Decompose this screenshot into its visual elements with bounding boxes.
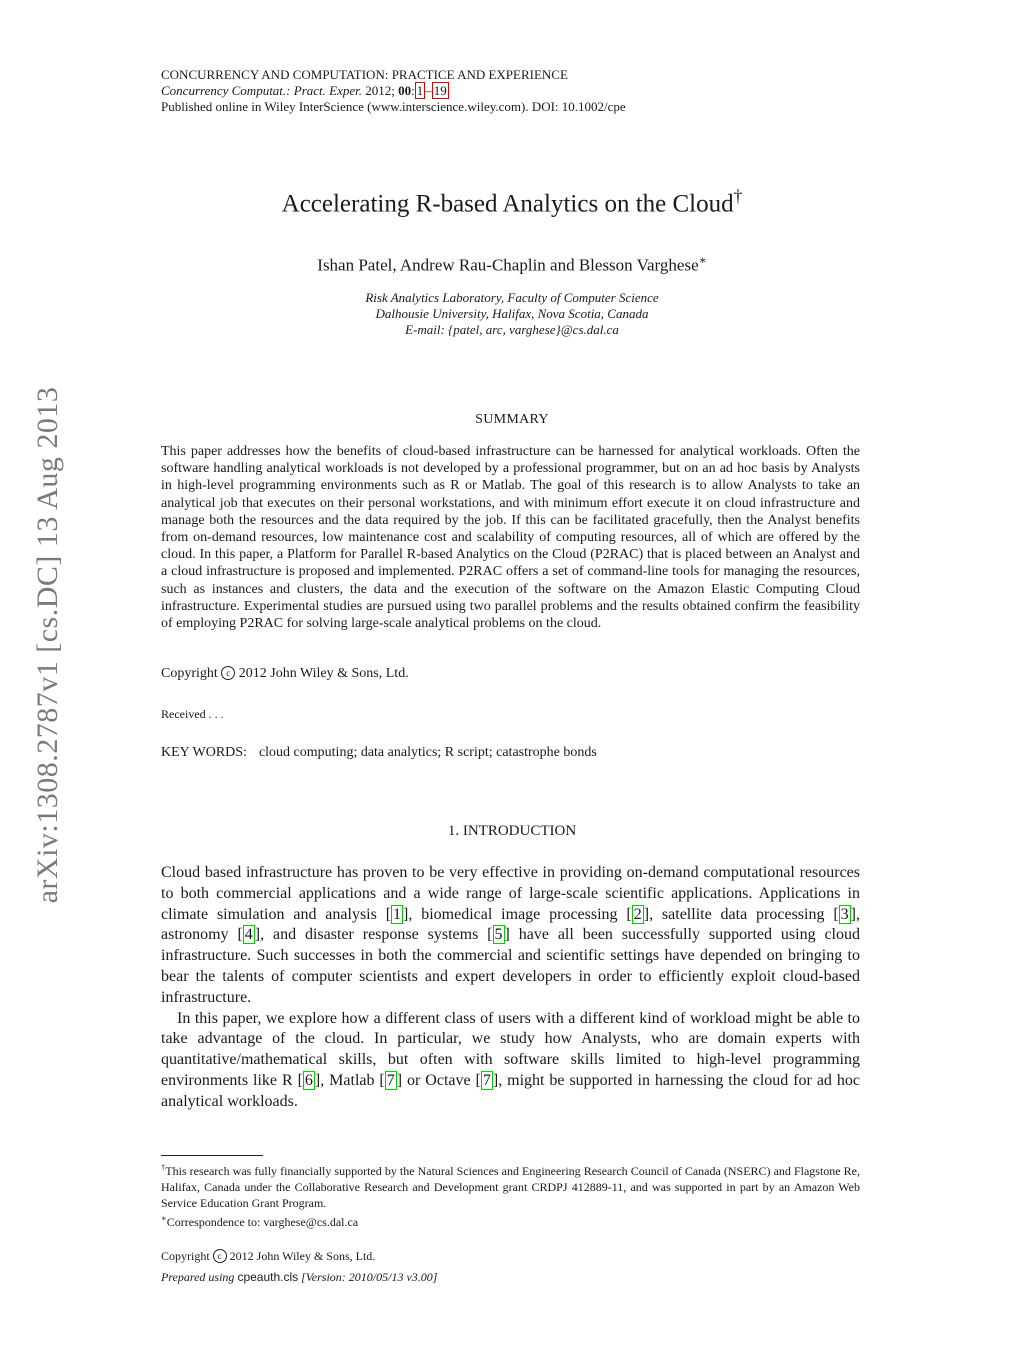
footnote-mark-asterisk: ∗ [161, 1214, 167, 1224]
intro-p2-text-b: ], Matlab [ [314, 1071, 385, 1089]
citation-journal: Concurrency Computat.: Pract. Exper. [161, 83, 362, 98]
intro-p1-text-b: ], biomedical image processing [ [403, 905, 632, 923]
citation-link-4[interactable]: 4 [244, 926, 253, 944]
footer-copyright-symbol: c [213, 1249, 227, 1263]
citation-link-7a[interactable]: 7 [386, 1071, 395, 1089]
footnote-funding-text: This research was fully financially supported by the Natural Sciences and Engineering Research Council of Canada (NSERC) and Flagstone Re, Halifax, Canada under the Collaborative Research and Development grant CRDPJ 412889-11, and was supported in part by an Amazon Web Service Education Grant Program. [161, 1164, 861, 1210]
intro-p2-text-c: ] or Octave [ [396, 1071, 481, 1089]
journal-name: CONCURRENCY AND COMPUTATION: PRACTICE AND EXPERIENCE [161, 67, 568, 82]
keywords [161, 745, 597, 761]
title-footnote-mark[interactable]: † [733, 186, 743, 206]
affiliation [0, 290, 1024, 338]
citation-link-6[interactable]: 6 [304, 1071, 313, 1089]
intro-p1-text-c: ], satellite data processing [ [643, 905, 839, 923]
authors-footnote-mark[interactable]: ∗ [698, 253, 707, 267]
footnote-correspondence-text: Correspondence to: varghese@cs.dal.ca [166, 1215, 359, 1230]
intro-p2-text-a: In this paper, we explore how a different class of users with a different kind of workload might be able to take advantage of the cloud. In particular, we study how Analysts, who are domain experts with quantitative/mathematical skills, but often with software skills limited to high-level programming environments like R [ [161, 1009, 860, 1089]
summary-text: This paper addresses how the benefits of cloud-based infrastructure can be harnessed for analytical workloads. Often the software handling analytical workloads is not developed by a professional programmer, but on an ad hoc basis by Analysts in high-level programming environments such as R or Matlab. The goal of this research is to allow Analysts to take an analytical job that executes on their personal workstations, and with minimum effort execute it on cloud infrastructure and manage both the resources and the data required by the job. If this can be facilitated gracefully, then the Analyst benefits from on-demand resources, low maintenance cost and scalability of computing resources, all of which are offered by the cloud. In this paper, a Platform for Parallel R-based Analytics on the Cloud (P2RAC) that is placed between an Analyst and a cloud infrastructure is proposed and implemented. P2RAC offers a set of command-line tools for managing the resources, such as instances and clusters, the data and the execution of the software on the Amazon Elastic Computing Cloud infrastructure. Experimental studies are pursued using two parallel problems and the results obtained confirm the feasibility of employing P2RAC for solving large-scale analytical problems on the cloud. [161, 444, 860, 632]
footnote-funding [161, 1160, 860, 1211]
page-end-link[interactable]: 19 [433, 83, 447, 98]
footer-copyright-prefix: Copyright [161, 1249, 210, 1263]
page-separator: – [425, 83, 432, 98]
journal-citation: Concurrency Computat.: Pract. Exper. 2012; 00: 1 – 19 [161, 83, 447, 98]
copyright-prefix: Copyright [161, 666, 218, 681]
footnote-rule [161, 1155, 263, 1156]
citation-volume: 00 [398, 83, 412, 98]
summary-copyright [161, 666, 409, 682]
citation-link-2[interactable]: 2 [633, 905, 642, 923]
copyright-rest: 2012 John Wiley & Sons, Ltd. [238, 666, 409, 681]
prepared-version: [Version: 2010/05/13 v3.00] [301, 1270, 438, 1284]
page-start-link[interactable]: 1 [416, 83, 424, 98]
published-line: Published online in Wiley InterScience (www.interscience.wiley.com). DOI: 10.1002/cpe [161, 99, 626, 114]
intro-paragraph-2 [161, 1009, 860, 1113]
footer-copyright-rest: 2012 John Wiley & Sons, Ltd. [229, 1249, 376, 1263]
section-heading-introduction: 1. INTRODUCTION [447, 823, 577, 839]
citation-link-3[interactable]: 3 [840, 905, 849, 923]
affiliation-line-2: Dalhousie University, Halifax, Nova Scotia, Canada [375, 306, 649, 321]
title-text: Accelerating R-based Analytics on the Cloud [281, 190, 734, 218]
intro-p1-text-e: ], and disaster response systems [ [254, 926, 493, 944]
prepared-prefix: Prepared using [161, 1270, 235, 1284]
paper-title [0, 186, 1024, 218]
intro-p1-text-d: ], astronomy [ [161, 905, 860, 944]
footnote-mark-dagger: † [161, 1163, 166, 1172]
citation-year: 2012; [365, 83, 395, 98]
intro-paragraph-1 [161, 863, 860, 1009]
prepared-cls: cpeauth.cls [237, 1270, 299, 1284]
affiliation-line-1: Risk Analytics Laboratory, Faculty of Computer Science [365, 290, 659, 305]
intro-p1-text-f: ] have all been successfully supported using cloud infrastructure. Such successes in both the commercial and scientific settings have depended on bringing to bear the talents of computer scientists and expert developers in order to efficiently exploit cloud-based infrastructure. [161, 926, 860, 1006]
arxiv-stamp: arXiv:1308.2787v1 [cs.DC] 13 Aug 2013 [31, 386, 64, 904]
footer-copyright [161, 1249, 375, 1264]
citation-link-1[interactable]: 1 [393, 905, 402, 923]
citation-link-7b[interactable]: 7 [482, 1071, 491, 1089]
affiliation-email: E-mail: {patel, arc, varghese}@cs.dal.ca [405, 322, 619, 337]
summary-heading: SUMMARY [475, 412, 549, 427]
journal-header [161, 67, 626, 115]
prepared-using [161, 1270, 437, 1285]
received-line: Received . . . [161, 707, 224, 721]
footnotes [161, 1160, 860, 1231]
keywords-value: cloud computing; data analytics; R script; catastrophe bonds [258, 745, 597, 760]
keywords-label: KEY WORDS: [161, 745, 247, 760]
paper-authors [0, 253, 1024, 276]
introduction-body [161, 863, 860, 1113]
intro-p1-text-a: Cloud based infrastructure has proven to be very effective in providing on-demand computational resources to both commercial applications and a wide range of large-scale scientific applications. Applications in climate simulation and analysis [ [161, 864, 860, 923]
intro-p2-text-d: ], might be supported in harnessing the cloud for ad hoc analytical workloads. [161, 1071, 860, 1110]
copyright-symbol: c [221, 666, 235, 680]
footnote-correspondence [161, 1211, 860, 1231]
citation-link-5[interactable]: 5 [494, 926, 503, 944]
authors-text: Ishan Patel, Andrew Rau-Chaplin and Blesson Varghese [317, 255, 699, 275]
